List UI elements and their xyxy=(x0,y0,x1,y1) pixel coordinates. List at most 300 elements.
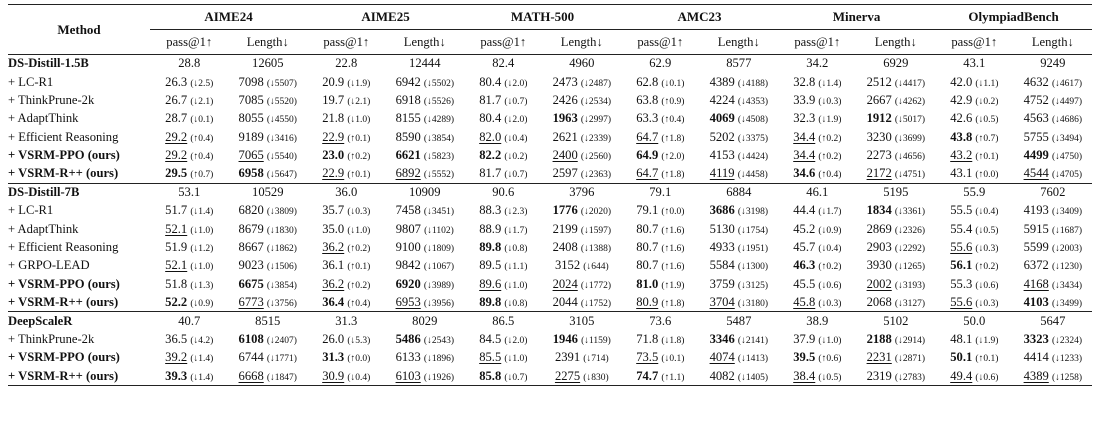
pass-cell xyxy=(621,238,700,256)
cell-value: 21.8 xyxy=(322,111,345,126)
cell-value: 89.5 xyxy=(479,258,502,273)
method-name: + ThinkPrune-2k xyxy=(8,92,95,107)
cell-delta: (↓2534) xyxy=(580,96,611,107)
length-cell xyxy=(386,238,465,256)
cell-value: 63.3 xyxy=(636,111,659,126)
cell-value: 38.9 xyxy=(806,313,829,328)
length-cell xyxy=(386,275,465,293)
cell-value: 5195 xyxy=(883,185,909,200)
length-cell xyxy=(543,183,622,201)
baseline-row xyxy=(8,312,1092,330)
metric-header-pass: pass@1↑ xyxy=(166,34,213,49)
cell-value: 1776 xyxy=(552,203,578,218)
cell-value: 4389 xyxy=(709,74,735,89)
pass-cell xyxy=(307,349,386,367)
length-cell xyxy=(386,73,465,91)
length-cell xyxy=(229,349,308,367)
cell-delta: (↓5526) xyxy=(423,96,454,107)
cell-value: 43.1 xyxy=(950,166,973,181)
pass-cell xyxy=(621,275,700,293)
cell-value: 45.5 xyxy=(793,276,816,291)
cell-delta: (↑1.8) xyxy=(661,133,685,144)
cell-value: 2024 xyxy=(552,276,578,291)
cell-value: 39.5 xyxy=(793,350,816,365)
cell-delta: (↓1687) xyxy=(1051,225,1083,236)
cell-delta: (↓1159) xyxy=(581,336,611,347)
cell-delta: (↑1.8) xyxy=(661,170,685,181)
method-name: + VSRM-R++ (ours) xyxy=(8,166,119,181)
length-cell xyxy=(700,183,779,201)
cell-value: 36.5 xyxy=(165,332,188,347)
table-row xyxy=(8,220,1092,238)
pass-cell xyxy=(621,73,700,91)
cell-delta: (↑0.4) xyxy=(661,115,685,126)
cell-delta: (↓1847) xyxy=(266,372,297,383)
cell-value: 3346 xyxy=(709,332,735,347)
cell-value: 4414 xyxy=(1023,350,1049,365)
cell-delta: (↓5502) xyxy=(423,78,454,89)
pass-cell xyxy=(935,257,1014,275)
cell-delta: (↓2292) xyxy=(894,244,925,255)
cell-delta: (↓4751) xyxy=(894,170,925,181)
cell-value: 5647 xyxy=(1040,313,1066,328)
pass-cell xyxy=(621,183,700,201)
method-name: + Efficient Reasoning xyxy=(8,240,119,255)
cell-delta: (↑0.1) xyxy=(975,354,999,365)
cell-delta: (↓0.7) xyxy=(504,170,528,181)
header-row-metrics xyxy=(8,30,1092,55)
cell-value: 19.7 xyxy=(322,92,345,107)
cell-value: 2273 xyxy=(866,148,892,163)
cell-delta: (↓3361) xyxy=(894,207,925,218)
cell-value: 9807 xyxy=(395,221,421,236)
length-cell xyxy=(229,55,308,73)
length-cell xyxy=(229,220,308,238)
cell-value: 51.9 xyxy=(165,240,188,255)
cell-delta: (↓1896) xyxy=(423,354,454,365)
cell-delta: (↓3499) xyxy=(1051,299,1083,310)
cell-value: 52.1 xyxy=(165,258,188,273)
length-cell xyxy=(857,275,936,293)
cell-value: 3105 xyxy=(569,313,595,328)
dataset-header-aime24: AIME24 xyxy=(150,5,307,30)
pass-cell xyxy=(621,294,700,312)
dataset-header-amc23: AMC23 xyxy=(621,5,778,30)
cell-delta: (↓1830) xyxy=(266,225,297,236)
metric-header-pass: pass@1↑ xyxy=(323,34,370,49)
cell-delta: (↓1.4) xyxy=(190,207,214,218)
cell-delta: (↑0.7) xyxy=(975,133,999,144)
pass-cell xyxy=(464,128,543,146)
cell-value: 4389 xyxy=(1023,368,1049,383)
cell-delta: (↓3409) xyxy=(1051,207,1083,218)
length-cell xyxy=(700,312,779,330)
cell-delta: (↓4508) xyxy=(737,115,768,126)
cell-delta: (↓4424) xyxy=(737,152,768,163)
cell-delta: (↓0.5) xyxy=(975,225,999,236)
cell-delta: (↓0.3) xyxy=(347,207,371,218)
cell-value: 28.7 xyxy=(165,111,188,126)
length-cell xyxy=(543,128,622,146)
cell-value: 45.2 xyxy=(793,221,816,236)
cell-value: 3230 xyxy=(866,129,892,144)
cell-value: 5486 xyxy=(395,332,421,347)
cell-delta: (↑0.2) xyxy=(975,262,999,273)
cell-delta: (↓0.3) xyxy=(975,244,999,255)
cell-delta: (↑0.4) xyxy=(347,299,371,310)
cell-value: 2621 xyxy=(552,129,578,144)
cell-delta: (↓1.0) xyxy=(504,280,528,291)
cell-value: 50.0 xyxy=(963,313,986,328)
length-cell xyxy=(543,91,622,109)
length-cell xyxy=(386,165,465,183)
cell-delta: (↓2020) xyxy=(580,207,611,218)
pass-cell xyxy=(778,220,857,238)
pass-cell xyxy=(778,91,857,109)
cell-delta: (↓1.3) xyxy=(190,280,214,291)
cell-delta: (↑0.2) xyxy=(347,152,371,163)
length-cell xyxy=(543,165,622,183)
cell-delta: (↓3989) xyxy=(423,280,454,291)
pass-cell xyxy=(935,73,1014,91)
cell-value: 6820 xyxy=(238,203,264,218)
cell-value: 82.2 xyxy=(479,148,502,163)
cell-value: 34.4 xyxy=(793,148,816,163)
base-model-name: DS-Distill-1.5B xyxy=(8,55,150,73)
cell-value: 7602 xyxy=(1040,185,1066,200)
cell-delta: (↓2326) xyxy=(894,225,925,236)
pass-cell xyxy=(464,312,543,330)
cell-value: 9189 xyxy=(238,129,264,144)
cell-value: 3759 xyxy=(709,276,735,291)
cell-delta: (↓2871) xyxy=(894,354,925,365)
length-cell xyxy=(700,294,779,312)
cell-value: 62.9 xyxy=(649,56,672,71)
dataset-header-aime25: AIME25 xyxy=(307,5,464,30)
cell-value: 10909 xyxy=(409,185,441,200)
length-cell xyxy=(857,183,936,201)
cell-delta: (↓5.3) xyxy=(347,336,371,347)
cell-value: 85.5 xyxy=(479,350,502,365)
length-cell xyxy=(386,349,465,367)
pass-cell xyxy=(307,128,386,146)
cell-value: 32.8 xyxy=(793,74,816,89)
cell-value: 52.1 xyxy=(165,221,188,236)
cell-value: 4103 xyxy=(1023,295,1049,310)
cell-value: 4168 xyxy=(1023,276,1049,291)
cell-delta: (↓1.7) xyxy=(504,225,528,236)
cell-delta: (↓1.0) xyxy=(190,225,214,236)
pass-cell xyxy=(150,202,229,220)
cell-delta: (↓1.8) xyxy=(661,336,685,347)
pass-cell xyxy=(935,55,1014,73)
cell-value: 80.4 xyxy=(479,74,502,89)
cell-value: 55.5 xyxy=(950,203,973,218)
pass-cell xyxy=(778,238,857,256)
cell-value: 2400 xyxy=(552,148,578,163)
length-cell xyxy=(543,257,622,275)
cell-value: 2903 xyxy=(866,240,892,255)
length-cell xyxy=(700,73,779,91)
header-row-datasets xyxy=(8,5,1092,30)
length-cell xyxy=(1014,146,1093,164)
cell-value: 73.6 xyxy=(649,313,672,328)
pass-cell xyxy=(150,349,229,367)
method-name: + VSRM-R++ (ours) xyxy=(8,368,119,383)
pass-cell xyxy=(621,257,700,275)
table-row xyxy=(8,73,1092,91)
cell-delta: (↓4750) xyxy=(1051,152,1083,163)
cell-delta: (↓1258) xyxy=(1051,372,1083,383)
cell-value: 32.3 xyxy=(793,111,816,126)
cell-value: 4544 xyxy=(1023,166,1049,181)
cell-value: 1912 xyxy=(866,111,892,126)
cell-value: 81.0 xyxy=(636,276,659,291)
cell-value: 43.1 xyxy=(963,56,986,71)
length-cell xyxy=(229,312,308,330)
cell-delta: (↓1752) xyxy=(580,299,611,310)
cell-delta: (↓1809) xyxy=(423,244,454,255)
cell-delta: (↓4550) xyxy=(266,115,297,126)
pass-cell xyxy=(150,73,229,91)
cell-delta: (↓1388) xyxy=(580,244,611,255)
cell-value: 37.9 xyxy=(793,332,816,347)
cell-value: 8590 xyxy=(395,129,421,144)
cell-delta: (↓2560) xyxy=(580,152,611,163)
cell-delta: (↓1772) xyxy=(580,280,611,291)
pass-cell xyxy=(464,110,543,128)
length-cell xyxy=(857,294,936,312)
cell-value: 2172 xyxy=(866,166,892,181)
pass-cell xyxy=(935,165,1014,183)
dataset-header-olympiadbench: OlympiadBench xyxy=(935,5,1092,30)
cell-delta: (↓1.9) xyxy=(975,336,999,347)
length-cell xyxy=(857,110,936,128)
cell-value: 6108 xyxy=(238,332,264,347)
cell-value: 56.1 xyxy=(950,258,973,273)
method-column-header: Method xyxy=(57,21,101,37)
cell-delta: (↑1.8) xyxy=(661,299,685,310)
cell-value: 1963 xyxy=(552,111,578,126)
pass-cell xyxy=(935,202,1014,220)
pass-cell xyxy=(307,146,386,164)
metric-header-pass: pass@1↑ xyxy=(794,34,841,49)
cell-delta: (↑0.4) xyxy=(190,152,214,163)
cell-value: 5755 xyxy=(1023,129,1049,144)
cell-value: 38.4 xyxy=(793,368,816,383)
pass-cell xyxy=(307,55,386,73)
cell-value: 36.2 xyxy=(322,240,345,255)
cell-delta: (↓1.9) xyxy=(347,78,371,89)
pass-cell xyxy=(464,238,543,256)
length-cell xyxy=(543,146,622,164)
cell-value: 43.2 xyxy=(950,148,973,163)
cell-value: 4224 xyxy=(709,92,735,107)
length-cell xyxy=(857,128,936,146)
cell-delta: (↓1.0) xyxy=(347,115,371,126)
dataset-header-minerva: Minerva xyxy=(778,5,935,30)
table-row xyxy=(8,330,1092,348)
cell-value: 5584 xyxy=(709,258,735,273)
cell-value: 2512 xyxy=(866,74,892,89)
cell-delta: (↓1.0) xyxy=(818,336,842,347)
cell-delta: (↓2363) xyxy=(580,170,611,181)
cell-value: 71.8 xyxy=(636,332,659,347)
cell-value: 29.2 xyxy=(165,148,188,163)
length-cell xyxy=(229,294,308,312)
cell-delta: (↓714) xyxy=(583,354,609,365)
cell-delta: (↓1.4) xyxy=(190,372,214,383)
pass-cell xyxy=(150,330,229,348)
cell-delta: (↓0.1) xyxy=(190,115,214,126)
cell-delta: (↓644) xyxy=(583,262,609,273)
cell-value: 2199 xyxy=(552,221,578,236)
table-row xyxy=(8,257,1092,275)
length-cell xyxy=(700,349,779,367)
cell-value: 6929 xyxy=(883,56,909,71)
cell-delta: (↓1102) xyxy=(424,225,454,236)
length-cell xyxy=(229,367,308,385)
pass-cell xyxy=(464,165,543,183)
cell-value: 42.0 xyxy=(950,74,973,89)
cell-delta: (↓3198) xyxy=(737,207,768,218)
pass-cell xyxy=(621,367,700,385)
cell-value: 85.8 xyxy=(479,368,502,383)
cell-delta: (↓0.6) xyxy=(818,280,842,291)
cell-value: 79.1 xyxy=(649,185,672,200)
cell-delta: (↓1.2) xyxy=(190,244,214,255)
length-cell xyxy=(229,275,308,293)
cell-delta: (↓5520) xyxy=(266,96,297,107)
length-cell xyxy=(386,220,465,238)
method-name: + AdaptThink xyxy=(8,221,79,236)
length-cell xyxy=(543,110,622,128)
length-cell xyxy=(700,330,779,348)
cell-value: 1834 xyxy=(866,203,892,218)
length-cell xyxy=(543,330,622,348)
table-row xyxy=(8,238,1092,256)
pass-cell xyxy=(150,257,229,275)
cell-delta: (↓5017) xyxy=(894,115,925,126)
cell-value: 40.7 xyxy=(178,313,201,328)
cell-value: 82.0 xyxy=(479,129,502,144)
cell-value: 6103 xyxy=(395,368,421,383)
cell-value: 6675 xyxy=(238,276,264,291)
pass-cell xyxy=(150,220,229,238)
cell-value: 73.5 xyxy=(636,350,659,365)
cell-value: 36.0 xyxy=(335,185,358,200)
cell-delta: (↓3854) xyxy=(423,133,454,144)
length-cell xyxy=(543,312,622,330)
length-cell xyxy=(543,294,622,312)
cell-value: 5487 xyxy=(726,313,752,328)
length-cell xyxy=(229,257,308,275)
cell-value: 36.1 xyxy=(322,258,345,273)
cell-value: 8055 xyxy=(238,111,264,126)
length-cell xyxy=(543,275,622,293)
length-cell xyxy=(700,367,779,385)
cell-delta: (↓3125) xyxy=(737,280,768,291)
length-cell xyxy=(700,110,779,128)
table-row xyxy=(8,128,1092,146)
cell-value: 1946 xyxy=(552,332,578,347)
cell-value: 80.7 xyxy=(636,258,659,273)
cell-delta: (↓0.7) xyxy=(504,96,528,107)
pass-cell xyxy=(621,349,700,367)
cell-delta: (↓0.8) xyxy=(504,244,528,255)
cell-delta: (↓0.5) xyxy=(975,115,999,126)
results-table xyxy=(8,4,1092,386)
cell-value: 31.3 xyxy=(322,350,345,365)
cell-delta: (↑0.1) xyxy=(347,133,371,144)
cell-delta: (↑0.0) xyxy=(347,354,371,365)
cell-value: 8667 xyxy=(238,240,264,255)
cell-delta: (↓0.1) xyxy=(661,78,685,89)
base-model-name: DS-Distill-7B xyxy=(8,183,150,201)
pass-cell xyxy=(621,55,700,73)
cell-delta: (↑0.2) xyxy=(818,152,842,163)
method-name: + VSRM-R++ (ours) xyxy=(8,295,119,310)
cell-value: 55.6 xyxy=(950,295,973,310)
cell-delta: (↑0.9) xyxy=(661,96,685,107)
cell-delta: (↓4617) xyxy=(1051,78,1083,89)
cell-delta: (↓0.5) xyxy=(818,372,842,383)
pass-cell xyxy=(778,128,857,146)
cell-value: 80.7 xyxy=(636,221,659,236)
pass-cell xyxy=(935,220,1014,238)
cell-delta: (↓4705) xyxy=(1051,170,1083,181)
cell-value: 79.1 xyxy=(636,203,659,218)
cell-value: 2391 xyxy=(554,350,581,365)
pass-cell xyxy=(621,128,700,146)
cell-value: 45.7 xyxy=(793,240,816,255)
length-cell xyxy=(386,146,465,164)
pass-cell xyxy=(935,238,1014,256)
pass-cell xyxy=(307,257,386,275)
cell-delta: (↓2997) xyxy=(580,115,611,126)
pass-cell xyxy=(621,312,700,330)
pass-cell xyxy=(307,275,386,293)
cell-value: 22.9 xyxy=(322,166,345,181)
cell-value: 2426 xyxy=(552,92,578,107)
cell-delta: (↓1230) xyxy=(1051,262,1083,273)
cell-value: 6133 xyxy=(395,350,421,365)
cell-value: 4499 xyxy=(1023,148,1049,163)
cell-value: 5599 xyxy=(1023,240,1049,255)
cell-delta: (↓2003) xyxy=(1051,244,1083,255)
pass-cell xyxy=(307,238,386,256)
cell-delta: (↑0.4) xyxy=(818,170,842,181)
cell-delta: (↑0.1) xyxy=(347,262,371,273)
length-cell xyxy=(700,128,779,146)
method-name: + AdaptThink xyxy=(8,111,79,126)
cell-delta: (↑1.9) xyxy=(661,280,685,291)
length-cell xyxy=(229,110,308,128)
cell-delta: (↓0.9) xyxy=(818,225,842,236)
pass-cell xyxy=(464,367,543,385)
cell-value: 39.3 xyxy=(165,368,188,383)
pass-cell xyxy=(778,165,857,183)
cell-value: 43.8 xyxy=(950,129,973,144)
length-cell xyxy=(229,183,308,201)
cell-delta: (↓0.2) xyxy=(504,152,528,163)
pass-cell xyxy=(935,110,1014,128)
length-cell xyxy=(857,367,936,385)
pass-cell xyxy=(150,183,229,201)
cell-value: 39.2 xyxy=(165,350,188,365)
metric-header-length: Length↓ xyxy=(1031,34,1074,49)
cell-delta: (↓0.8) xyxy=(504,299,528,310)
